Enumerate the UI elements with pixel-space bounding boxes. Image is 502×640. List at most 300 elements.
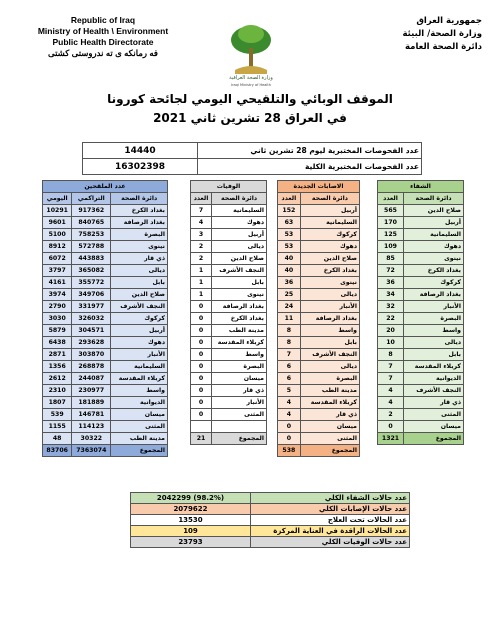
- value-cell: 40: [278, 253, 301, 265]
- recovered-table: [377, 180, 464, 445]
- value-cell: 4: [191, 217, 212, 229]
- department-cell: كركوك: [111, 313, 168, 325]
- value-cell: 7: [378, 361, 404, 373]
- value-cell: 565: [378, 205, 404, 217]
- value-cell: 572788: [72, 241, 111, 253]
- table-row: [43, 349, 168, 361]
- infections-title: الاصابات الجديدة: [278, 181, 360, 193]
- department-cell: السليمانية: [300, 217, 359, 229]
- department-cell: الأنبار: [111, 349, 168, 361]
- value-cell: 1: [191, 277, 212, 289]
- value-cell: 10: [378, 337, 404, 349]
- value-cell: 5879: [43, 325, 72, 337]
- value-cell: 303870: [72, 349, 111, 361]
- table-row: [43, 337, 168, 349]
- total-label: المجموع: [212, 433, 267, 445]
- department-cell: بغداد الكرخ: [300, 265, 359, 277]
- value-cell: 917362: [72, 205, 111, 217]
- department-cell: بغداد الرصافة: [111, 217, 168, 229]
- table-row: [43, 229, 168, 241]
- value-cell: 8: [278, 325, 301, 337]
- department-cell: دهوك: [111, 337, 168, 349]
- value-cell: 539: [43, 409, 72, 421]
- department-cell: كربلاء المقدسة: [212, 337, 267, 349]
- value-cell: 11: [278, 313, 301, 325]
- value-cell: 22: [378, 313, 404, 325]
- value-cell: 146781: [72, 409, 111, 421]
- department-cell: صلاح الدين: [111, 289, 168, 301]
- department-cell: صلاح الدين: [404, 205, 464, 217]
- summary-value: 109: [131, 526, 251, 537]
- table-row: [378, 325, 464, 337]
- table-row: [378, 397, 464, 409]
- table-row: [378, 241, 464, 253]
- table-row: [191, 265, 267, 277]
- value-cell: 0: [378, 421, 404, 433]
- value-cell: 7: [278, 349, 301, 361]
- department-cell: الأنبار: [404, 301, 464, 313]
- department-cell: الديوانية: [404, 373, 464, 385]
- table-row: [191, 337, 267, 349]
- value-cell: 2: [378, 409, 404, 421]
- value-cell: 3797: [43, 265, 72, 277]
- value-cell: 2: [191, 241, 212, 253]
- table-row: [191, 385, 267, 397]
- vaccinated-table: [42, 180, 168, 457]
- department-cell: أربيل: [111, 325, 168, 337]
- value-cell: 349706: [72, 289, 111, 301]
- value-cell: 25: [278, 289, 301, 301]
- value-cell: 1: [191, 265, 212, 277]
- deaths-table: [190, 180, 267, 445]
- summary-row: [131, 493, 410, 504]
- department-cell: دهوك: [300, 241, 359, 253]
- summary-row: [131, 504, 410, 515]
- department-cell: بغداد الرصافة: [300, 313, 359, 325]
- value-cell: 230977: [72, 385, 111, 397]
- vaccinated-total-cum: 7363074: [72, 445, 111, 457]
- value-cell: 2790: [43, 301, 72, 313]
- value-cell: 125: [378, 229, 404, 241]
- value-cell: 3030: [43, 313, 72, 325]
- tests-row: [83, 143, 422, 159]
- table-row: [191, 349, 267, 361]
- header-right-line: جمهورية العراق: [416, 16, 482, 26]
- total-label: المجموع: [300, 445, 359, 457]
- value-cell: 293628: [72, 337, 111, 349]
- department-cell: مدينة الطب: [212, 325, 267, 337]
- infections-total-row: [278, 445, 360, 457]
- table-row: [278, 265, 360, 277]
- table-row: [191, 229, 267, 241]
- department-cell: بابل: [300, 337, 359, 349]
- col-count: العدد: [191, 193, 212, 205]
- header-arabic: [362, 15, 482, 54]
- table-row: [278, 409, 360, 421]
- report-title: الموقف الوبائي والتلقيحي اليومي لجائحة كورونا: [107, 92, 393, 106]
- table-row: [278, 277, 360, 289]
- value-cell: 6: [278, 361, 301, 373]
- department-cell: الأنبار: [212, 397, 267, 409]
- value-cell: 10291: [43, 205, 72, 217]
- department-cell: صلاح الدين: [212, 253, 267, 265]
- value-cell: 9601: [43, 217, 72, 229]
- table-row: [378, 337, 464, 349]
- table-row: [278, 313, 360, 325]
- department-cell: كربلاء المقدسة: [300, 397, 359, 409]
- department-cell: نينوى: [111, 241, 168, 253]
- col-department: دائرة الصحة: [111, 193, 168, 205]
- summary-value: 13530: [131, 515, 251, 526]
- tests-daily-label: عدد الفحوصات المختبرية ليوم 28 تشرين ثاني: [198, 143, 422, 159]
- table-row: [278, 325, 360, 337]
- value-cell: 0: [191, 397, 212, 409]
- value-cell: 4: [378, 385, 404, 397]
- value-cell: 4161: [43, 277, 72, 289]
- recovered-total-row: [378, 433, 464, 445]
- department-cell: واسط: [111, 385, 168, 397]
- recovered-title: الشفاء: [378, 181, 464, 193]
- summary-label: عدد الحالات الراقدة في العناية المركزة: [251, 526, 410, 537]
- value-cell: 0: [191, 301, 212, 313]
- value-cell: 365082: [72, 265, 111, 277]
- department-cell: بغداد الكرخ: [111, 205, 168, 217]
- department-cell: الأنبار: [300, 301, 359, 313]
- department-cell: بابل: [111, 277, 168, 289]
- department-cell: ديالى: [404, 337, 464, 349]
- value-cell: 20: [378, 325, 404, 337]
- department-cell: مدينة الطب: [300, 385, 359, 397]
- table-row: [191, 289, 267, 301]
- table-row: [191, 409, 267, 421]
- value-cell: 4: [378, 397, 404, 409]
- table-row: [191, 301, 267, 313]
- col-daily: اليومي: [43, 193, 72, 205]
- table-row: [43, 217, 168, 229]
- department-cell: واسط: [300, 325, 359, 337]
- summary-label: عدد حالات الإصابات الكلي: [251, 504, 410, 515]
- col-department: دائرة الصحة: [404, 193, 464, 205]
- value-cell: 0: [191, 349, 212, 361]
- table-row: [378, 289, 464, 301]
- value-cell: 268878: [72, 361, 111, 373]
- value-cell: 0: [191, 361, 212, 373]
- department-cell: نينوى: [300, 277, 359, 289]
- tests-total-label: عدد الفحوصات المختبرية الكلية: [198, 159, 422, 175]
- logo-text-ar: وزارة الصحة العراقية: [229, 75, 273, 81]
- vaccinated-total-row: [43, 445, 168, 457]
- department-cell: ذي قار: [111, 253, 168, 265]
- value-cell: 2612: [43, 373, 72, 385]
- department-cell: بابل: [212, 277, 267, 289]
- table-row: [191, 325, 267, 337]
- table-row: [191, 373, 267, 385]
- department-cell: دهوك: [404, 241, 464, 253]
- value-cell: 34: [378, 289, 404, 301]
- department-cell: بابل: [404, 349, 464, 361]
- table-row: [378, 277, 464, 289]
- value-cell: 53: [278, 241, 301, 253]
- value-cell: 0: [191, 337, 212, 349]
- col-cumulative: التراكمي: [72, 193, 111, 205]
- table-row: [43, 385, 168, 397]
- col-department: دائرة الصحة: [300, 193, 359, 205]
- col-count: العدد: [378, 193, 404, 205]
- table-row: [191, 313, 267, 325]
- summary-row: [131, 526, 410, 537]
- department-cell: ديالى: [300, 289, 359, 301]
- department-cell: المثنى: [212, 409, 267, 421]
- table-row: [378, 253, 464, 265]
- department-cell: صلاح الدين: [300, 253, 359, 265]
- value-cell: 0: [191, 373, 212, 385]
- value-cell: 48: [43, 433, 72, 445]
- department-cell: النجف الأشرف: [404, 385, 464, 397]
- table-row: [43, 361, 168, 373]
- table-row: [43, 325, 168, 337]
- value-cell: 2: [191, 253, 212, 265]
- department-cell: المثنى: [404, 409, 464, 421]
- summary-value: 2042299 (98.2%): [131, 493, 251, 504]
- header-right-line: وزارة الصحة/ البيئة: [402, 29, 482, 39]
- department-cell: السليمانية: [212, 205, 267, 217]
- value-cell: 0: [278, 433, 301, 445]
- table-row: [43, 433, 168, 445]
- value-cell: 0: [191, 385, 212, 397]
- deaths-total-row: [191, 433, 267, 445]
- table-row: [43, 373, 168, 385]
- table-row: [278, 253, 360, 265]
- value-cell: 6072: [43, 253, 72, 265]
- table-row: [43, 289, 168, 301]
- value-cell: 181889: [72, 397, 111, 409]
- department-cell: المثنى: [300, 433, 359, 445]
- table-row: [378, 421, 464, 433]
- value-cell: 36: [378, 277, 404, 289]
- value-cell: 7: [378, 373, 404, 385]
- value-cell: 5100: [43, 229, 72, 241]
- table-row: [278, 433, 360, 445]
- department-cell: أربيل: [404, 217, 464, 229]
- table-row: [43, 277, 168, 289]
- department-cell: النجف الأشرف: [300, 349, 359, 361]
- value-cell: 304571: [72, 325, 111, 337]
- tests-daily-value: 14440: [83, 143, 198, 159]
- value-cell: 7: [191, 205, 212, 217]
- value-cell: 85: [378, 253, 404, 265]
- report-date: في العراق 28 تشرين ثاني 2021: [153, 111, 347, 125]
- value-cell: 2310: [43, 385, 72, 397]
- department-cell: البصرة: [111, 229, 168, 241]
- table-row: [278, 241, 360, 253]
- department-cell: السليمانية: [111, 361, 168, 373]
- table-row: [191, 277, 267, 289]
- department-cell: بغداد الرصافة: [404, 289, 464, 301]
- department-cell: ميسان: [111, 409, 168, 421]
- table-row: [43, 409, 168, 421]
- recovered-total: 1321: [378, 433, 404, 445]
- infections-table: [277, 180, 360, 457]
- value-cell: 72: [378, 265, 404, 277]
- col-department: دائرة الصحة: [212, 193, 267, 205]
- value-cell: 244087: [72, 373, 111, 385]
- infections-total: 538: [278, 445, 301, 457]
- table-row: [43, 421, 168, 433]
- total-label: المجموع: [111, 445, 168, 457]
- summary-row: [131, 515, 410, 526]
- ministry-logo-icon: [225, 20, 277, 78]
- table-row: [191, 241, 267, 253]
- value-cell: 326032: [72, 313, 111, 325]
- department-cell: واسط: [212, 349, 267, 361]
- department-cell: البصرة: [300, 373, 359, 385]
- value-cell: 8: [278, 337, 301, 349]
- department-cell: ميسان: [300, 421, 359, 433]
- tests-row: [83, 159, 422, 175]
- department-cell: البصرة: [212, 361, 267, 373]
- value-cell: 0: [278, 421, 301, 433]
- value-cell: [191, 421, 212, 433]
- value-cell: 170: [378, 217, 404, 229]
- department-cell: الديوانية: [111, 397, 168, 409]
- value-cell: 6438: [43, 337, 72, 349]
- table-row: [378, 373, 464, 385]
- department-cell: البصرة: [404, 313, 464, 325]
- table-row: [278, 361, 360, 373]
- table-row: [378, 265, 464, 277]
- value-cell: 0: [191, 409, 212, 421]
- department-cell: مدينة الطب: [111, 433, 168, 445]
- vaccinated-title: عدد الملقحين: [43, 181, 168, 193]
- table-row: [43, 205, 168, 217]
- value-cell: 8912: [43, 241, 72, 253]
- table-row: [378, 361, 464, 373]
- value-cell: 24: [278, 301, 301, 313]
- table-row: [278, 373, 360, 385]
- department-cell: نينوى: [404, 253, 464, 265]
- department-cell: النجف الأشرف: [111, 301, 168, 313]
- department-cell: ديالى: [212, 241, 267, 253]
- value-cell: 30322: [72, 433, 111, 445]
- value-cell: 2871: [43, 349, 72, 361]
- deaths-total: 21: [191, 433, 212, 445]
- department-cell: النجف الأشرف: [212, 265, 267, 277]
- col-count: العدد: [278, 193, 301, 205]
- value-cell: 758253: [72, 229, 111, 241]
- value-cell: 1155: [43, 421, 72, 433]
- value-cell: 109: [378, 241, 404, 253]
- department-cell: بغداد الكرخ: [212, 313, 267, 325]
- department-cell: أربيل: [212, 229, 267, 241]
- table-row: [191, 361, 267, 373]
- value-cell: 114123: [72, 421, 111, 433]
- value-cell: 36: [278, 277, 301, 289]
- header-left-line: Public Health Directorate: [52, 37, 154, 47]
- department-cell: ديالى: [111, 265, 168, 277]
- value-cell: 355772: [72, 277, 111, 289]
- department-cell: ذي قار: [212, 385, 267, 397]
- table-row: [278, 337, 360, 349]
- header-right-line: دائرة الصحة العامة: [405, 42, 482, 52]
- value-cell: 40: [278, 265, 301, 277]
- table-row: [378, 349, 464, 361]
- department-cell: أربيل: [300, 205, 359, 217]
- table-row: [191, 421, 267, 433]
- department-cell: كركوك: [404, 277, 464, 289]
- value-cell: 4: [278, 397, 301, 409]
- value-cell: 1: [191, 289, 212, 301]
- department-cell: ميسان: [404, 421, 464, 433]
- value-cell: 0: [191, 313, 212, 325]
- table-row: [191, 217, 267, 229]
- tests-table: [82, 142, 422, 175]
- value-cell: 6: [278, 373, 301, 385]
- summary-label: عدد حالات الوفيات الكلي: [251, 537, 410, 548]
- department-cell: ذي قار: [300, 409, 359, 421]
- value-cell: 0: [191, 325, 212, 337]
- table-row: [191, 253, 267, 265]
- header-english: [28, 15, 178, 59]
- summary-label: عدد الحالات تحت العلاج: [251, 515, 410, 526]
- tests-total-value: 16302398: [83, 159, 198, 175]
- table-row: [43, 397, 168, 409]
- value-cell: 63: [278, 217, 301, 229]
- table-row: [378, 301, 464, 313]
- table-row: [191, 205, 267, 217]
- value-cell: 1807: [43, 397, 72, 409]
- department-cell: [212, 421, 267, 433]
- value-cell: 152: [278, 205, 301, 217]
- table-row: [278, 385, 360, 397]
- value-cell: 5: [278, 385, 301, 397]
- deaths-title: الوفيات: [191, 181, 267, 193]
- table-row: [43, 265, 168, 277]
- table-row: [43, 241, 168, 253]
- department-cell: كربلاء المقدسة: [404, 361, 464, 373]
- table-row: [43, 313, 168, 325]
- department-cell: كركوك: [300, 229, 359, 241]
- vaccinated-total-daily: 83706: [43, 445, 72, 457]
- value-cell: 331977: [72, 301, 111, 313]
- value-cell: 840765: [72, 217, 111, 229]
- value-cell: 8: [378, 349, 404, 361]
- table-row: [43, 253, 168, 265]
- summary-table: [130, 492, 410, 548]
- table-row: [378, 217, 464, 229]
- summary-value: 2079622: [131, 504, 251, 515]
- value-cell: 32: [378, 301, 404, 313]
- summary-label: عدد حالات الشفاء الكلي: [251, 493, 410, 504]
- department-cell: واسط: [404, 325, 464, 337]
- table-row: [278, 217, 360, 229]
- table-row: [43, 301, 168, 313]
- summary-row: [131, 537, 410, 548]
- department-cell: كربلاء المقدسة: [111, 373, 168, 385]
- value-cell: 53: [278, 229, 301, 241]
- value-cell: 4: [278, 409, 301, 421]
- table-row: [278, 301, 360, 313]
- table-row: [278, 421, 360, 433]
- summary-value: 23793: [131, 537, 251, 548]
- table-row: [378, 409, 464, 421]
- value-cell: 443883: [72, 253, 111, 265]
- value-cell: 3: [191, 229, 212, 241]
- department-cell: المثنى: [111, 421, 168, 433]
- department-cell: ذي قار: [404, 397, 464, 409]
- value-cell: 1356: [43, 361, 72, 373]
- department-cell: بغداد الكرخ: [404, 265, 464, 277]
- table-row: [278, 229, 360, 241]
